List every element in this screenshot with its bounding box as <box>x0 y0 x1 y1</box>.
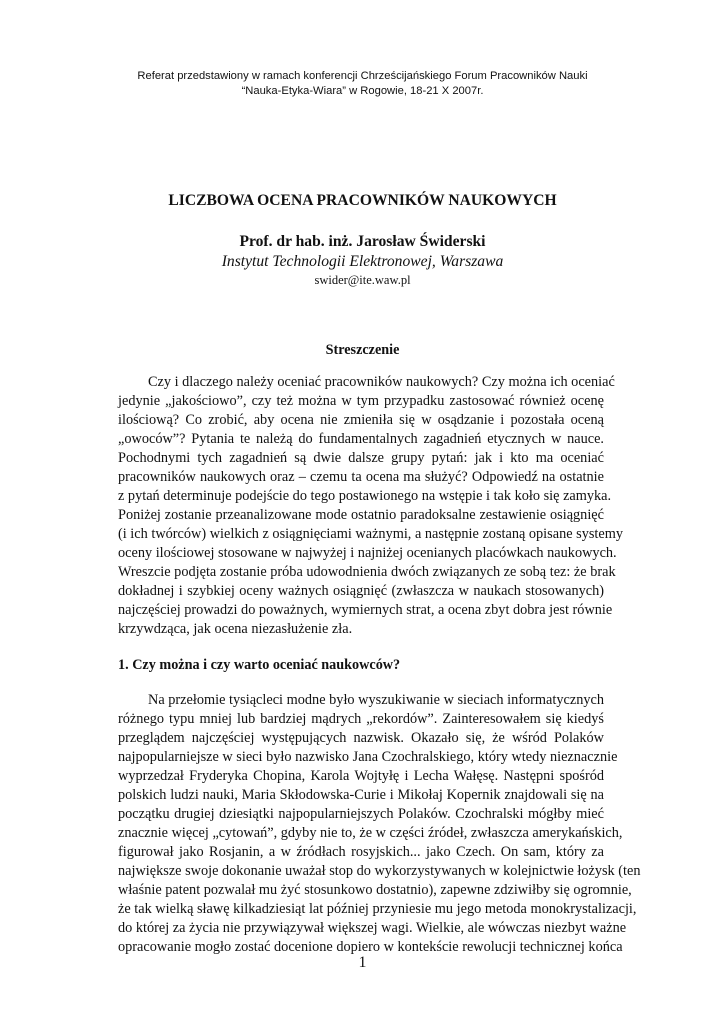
author-email: swider@ite.waw.pl <box>314 273 411 287</box>
section-1-line: najpopularniejsze w sieci było nazwisko Jana Czochralskiego, który wtedy nieznacznie <box>118 749 618 765</box>
paper-title: LICZBOWA OCENA PRACOWNIKÓW NAUKOWYCH <box>168 192 557 209</box>
abstract-line: Czy i dlaczego należy oceniać pracowników naukowych? Czy można ich oceniać <box>148 374 615 390</box>
section-1-line: figurował jako Rosjanin, a w źródłach rosyjskich... jako Czech. On sam, który za <box>118 844 604 860</box>
section-1-line: przeglądem najczęściej występujących nazwisk. Okazało się, że wśród Polaków <box>118 730 604 746</box>
section-1-line: największe swoje dokonanie uważał stop do wykorzystywanych w kolejnictwie łożysk (ten <box>118 863 641 879</box>
abstract-line: oceny ilościowej stosowane w najwyżej i najniżej ocenianych placówkach naukowych. <box>118 545 617 561</box>
conference-note-line-2: “Nauka-Etyka-Wiara” w Rogowie, 18-21 X 2007r. <box>241 85 484 97</box>
abstract-line: (i ich twórców) wielkich z osiągnięciami ważnymi, a następnie zostaną opisane systemy <box>118 526 623 542</box>
abstract-line: pracowników naukowych oraz – czemu ta ocena ma służyć? Odpowiedź na ostatnie <box>118 469 604 485</box>
section-1-line: początku drugiej dziesiątki najpopularniejszych Polaków. Czochralski mógłby mieć <box>118 806 604 822</box>
author-name: Prof. dr hab. inż. Jarosław Świderski <box>239 233 486 250</box>
section-1-line: Na przełomie tysiącleci modne było wyszukiwanie w sieciach informatycznych <box>148 692 604 708</box>
section-1-line: właśnie patent pozwalał mu żyć stosunkowo dostatnio), zapewne zdziwiłby się ogromnie, <box>118 882 632 898</box>
abstract-line: Pochodnymi tych zagadnień są dwie dalsze grupy pytań: jak i kto ma oceniać <box>118 450 604 466</box>
section-1-line: opracowanie mogło zostać docenione dopiero w kontekście rewolucji technicznej końca <box>118 939 623 955</box>
section-1-line: wyprzedzał Fryderyka Chopina, Karola Wojtyłę i Lecha Wałęsę. Następni spośród <box>118 768 604 784</box>
abstract-line: Poniżej zostanie przeanalizowane mode ostatnio paradoksalne zestawienie osiągnięć <box>118 507 604 523</box>
abstract-line: „owoców”? Pytania te należą do fundamentalnych zagadnień etycznych w nauce. <box>118 431 604 447</box>
section-1-line: znacznie więcej „cytowań”, gdyby nie to, że w części źródeł, zwłaszcza amerykańskich, <box>118 825 623 841</box>
author-affiliation: Instytut Technologii Elektronowej, Warszawa <box>221 253 504 270</box>
section-1-line: polskich ludzi nauki, Maria Skłodowska-Curie i Mikołaj Kopernik znajdowali się na <box>118 787 604 803</box>
abstract-line: najczęściej prowadzi do poważnych, wymiernych strat, a ocena zbyt dobra jest równie <box>118 602 613 618</box>
section-1-line: do której za życia nie przywiązywał większej wagi. Wielkie, ale wówczas niezbyt ważne <box>118 920 627 936</box>
abstract-line: ilościową? Co zrobić, aby ocena nie zmieniła się w osądzanie i pozostała oceną <box>118 412 604 428</box>
section-1-heading: 1. Czy można i czy warto oceniać naukowców? <box>118 657 401 673</box>
abstract-line: Wreszcie podjęta zostanie próba udowodnienia dwóch związanych ze sobą tez: że brak <box>118 564 616 580</box>
abstract-heading: Streszczenie <box>325 342 400 358</box>
abstract-line: jedynie „jakościowo”, czy też można w tym przypadku zastosować również ocenę <box>118 393 604 409</box>
section-1-line: że tak wielką sławę kilkadziesiąt lat później przyniesie mu jego metoda monokrystalizacji, <box>118 901 637 917</box>
abstract-line: dokładnej i szybkiej oceny ważnych osiągnięć (zwłaszcza w naukach stosowanych) <box>118 583 604 599</box>
page-number: 1 <box>358 954 367 971</box>
abstract-line: z pytań determinuje podejście do tego postawionego na wstępie i tak koło się zamyka. <box>118 488 612 504</box>
conference-note-line-1: Referat przedstawiony w ramach konferencji Chrześcijańskiego Forum Pracowników Nauki <box>137 70 588 82</box>
section-1-line: różnego typu mniej lub bardziej mądrych „rekordów”. Zainteresowałem się kiedyś <box>118 711 604 727</box>
abstract-line: krzywdząca, jak ocena niezasłużenie zła. <box>118 621 353 637</box>
